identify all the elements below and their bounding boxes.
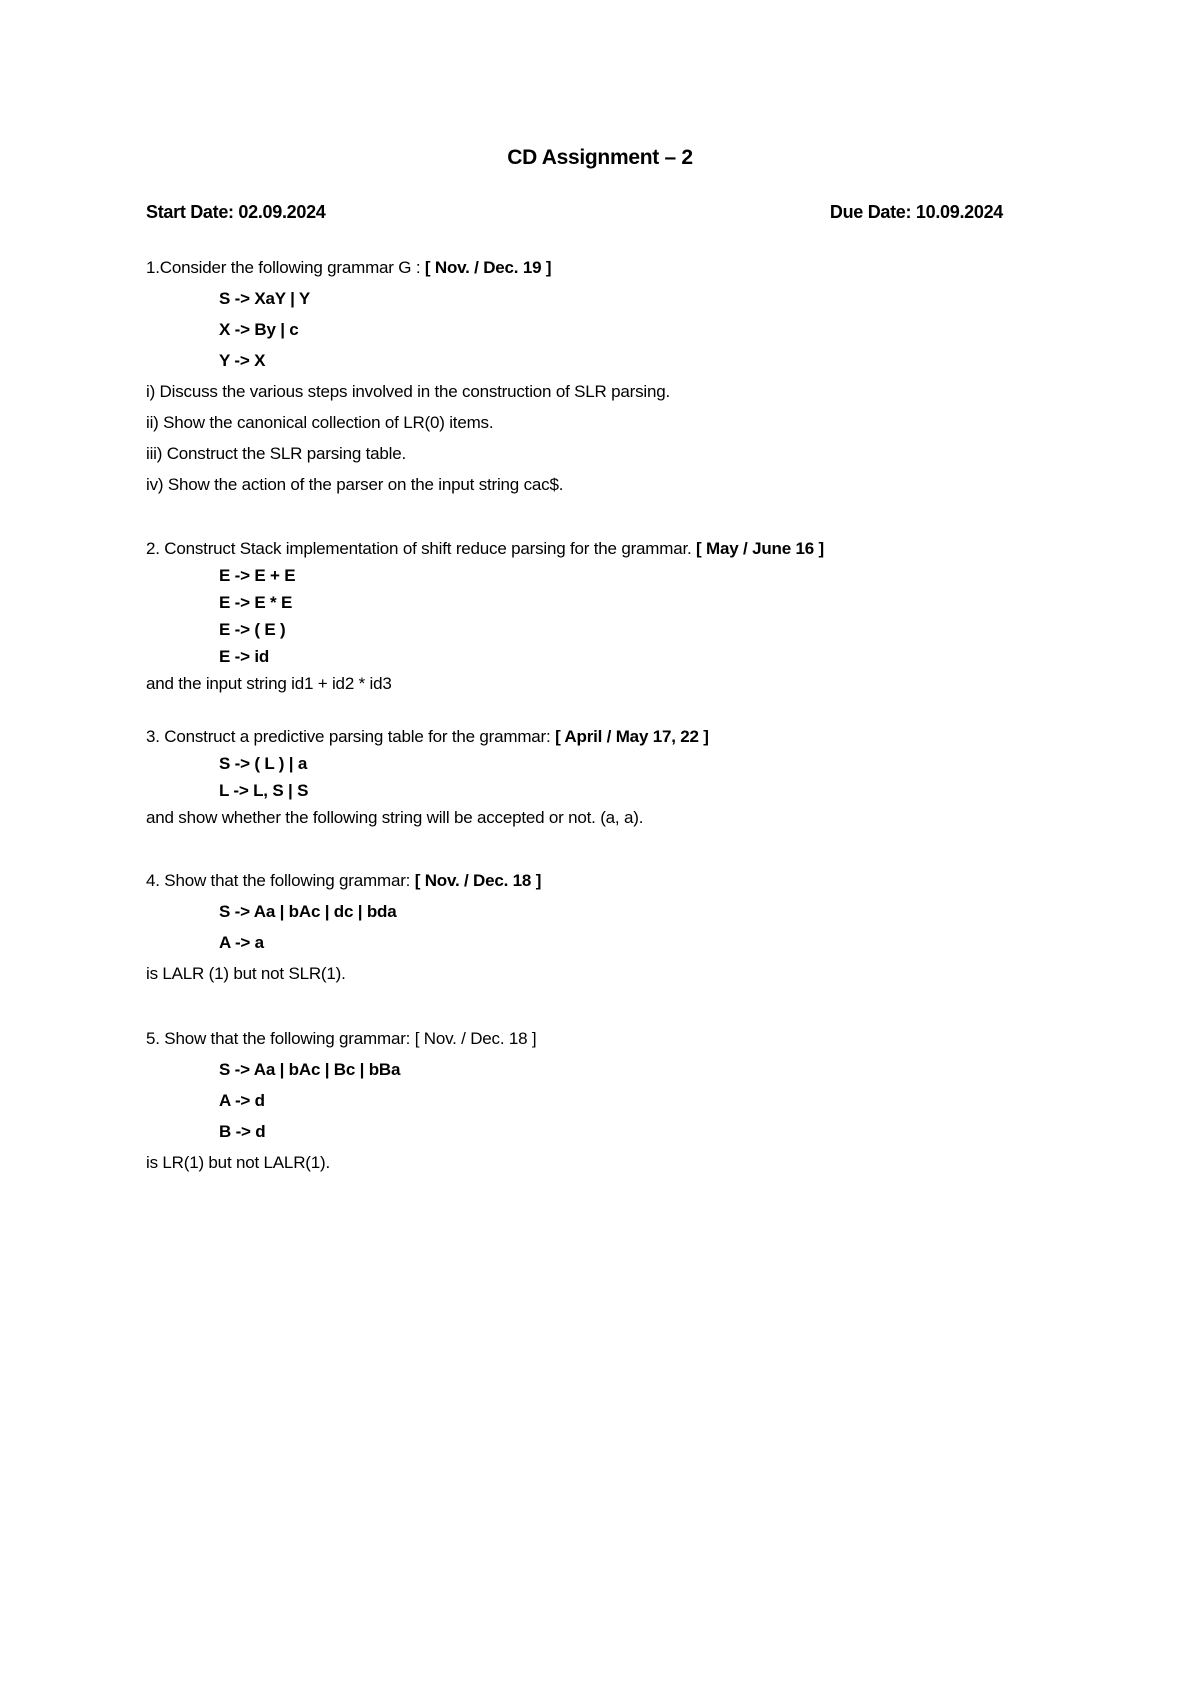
question-5-outro: is LR(1) but not LALR(1). [146, 1153, 330, 1172]
grammar-rule: S -> Aa | bAc | Bc | bBa [219, 1060, 401, 1079]
question-2-heading [146, 535, 824, 562]
question-1 [146, 252, 670, 500]
question-part: ii) Show the canonical collection of LR(0) items. [146, 413, 494, 432]
question-3 [146, 723, 709, 831]
question-part: iv) Show the action of the parser on the input string cac$. [146, 475, 564, 494]
due-date: Due Date: 10.09.2024 [829, 202, 1003, 222]
grammar-rule: E -> E * E [219, 593, 293, 612]
grammar-rule: B -> d [219, 1122, 266, 1141]
question-4-heading [146, 865, 541, 896]
grammar-rule: A -> a [219, 933, 264, 952]
start-date: Start Date: 02.09.2024 [146, 202, 326, 222]
question-4-outro: is LALR (1) but not SLR(1). [146, 964, 346, 983]
question-3-heading [146, 723, 709, 750]
question-1-heading [146, 252, 670, 283]
question-2-outro: and the input string id1 + id2 * id3 [146, 674, 392, 693]
question-4-intro: 4. Show that the following grammar: [146, 871, 415, 890]
grammar-rule: E -> E + E [219, 566, 296, 585]
grammar-rule: Y -> X [219, 351, 266, 370]
question-1-intro: 1.Consider the following grammar G : [146, 258, 425, 277]
grammar-rule: L -> L, S | S [219, 781, 309, 800]
question-4-tag: [ Nov. / Dec. 18 ] [414, 871, 542, 890]
question-part: i) Discuss the various steps involved in the construction of SLR parsing. [146, 382, 670, 401]
question-2-intro: 2. Construct Stack implementation of shift reduce parsing for the grammar. [146, 539, 697, 558]
question-5-intro: 5. Show that the following grammar: [146, 1029, 415, 1048]
question-3-outro: and show whether the following string will be accepted or not. (a, a). [146, 808, 644, 827]
question-2-tag: [ May / June 16 ] [696, 539, 824, 558]
grammar-rule: E -> ( E ) [219, 620, 286, 639]
question-2 [146, 535, 824, 697]
question-5 [146, 1023, 536, 1178]
grammar-rule: X -> By | c [219, 320, 299, 339]
question-4 [146, 865, 541, 989]
grammar-rule: S -> ( L ) | a [219, 754, 308, 773]
grammar-rule: S -> XaY | Y [219, 289, 311, 308]
grammar-rule: E -> id [219, 647, 270, 666]
question-1-tag: [ Nov. / Dec. 19 ] [424, 258, 552, 277]
question-3-intro: 3. Construct a predictive parsing table for the grammar: [146, 727, 556, 746]
grammar-rule: S -> Aa | bAc | dc | bda [219, 902, 397, 921]
page-title: CD Assignment – 2 [507, 146, 693, 169]
question-part: iii) Construct the SLR parsing table. [146, 444, 407, 463]
question-3-tag: [ April / May 17, 22 ] [555, 727, 709, 746]
grammar-rule: A -> d [219, 1091, 265, 1110]
question-5-heading [146, 1023, 536, 1054]
question-5-tag: [ Nov. / Dec. 18 ] [414, 1029, 537, 1048]
